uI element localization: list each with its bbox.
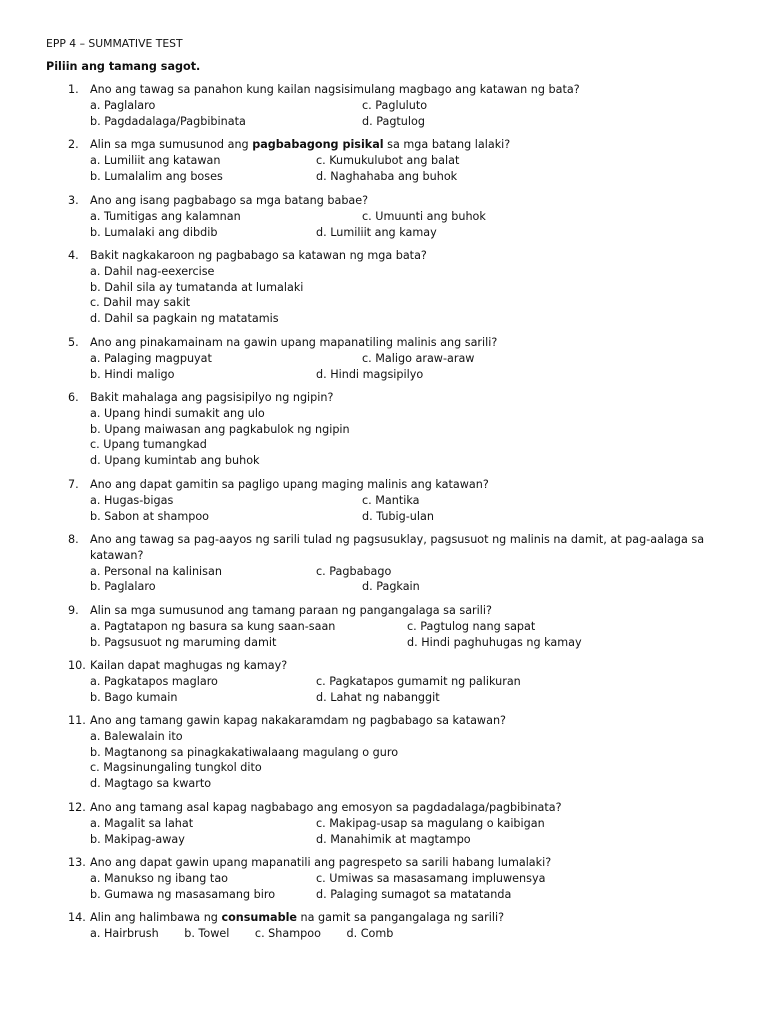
choice-b: b. Bago kumain [90,690,178,704]
question-text [90,910,708,926]
question-9 [68,603,708,650]
question-13 [68,855,708,902]
choice-d: d. Comb [346,926,394,940]
question-number: 8. [68,533,79,546]
question-text: Ano ang dapat gamitin sa pagligo upang maging malinis ang katawan? [90,478,489,491]
choice-c: c. Pagkatapos gumamit ng palikuran [316,674,521,688]
question-7 [68,477,708,524]
question-6 [68,390,708,469]
question-number: 11. [68,714,86,727]
choice-a: a. Hairbrush [90,926,159,940]
choice-b: b. Makipag-away [90,832,185,846]
question-1 [68,82,708,129]
choice-c: c. Magsinungaling tungkol dito [90,761,262,775]
choice-c: c. Pagtulog nang sapat [407,619,536,633]
choice-a: a. Manukso ng ibang tao [90,871,229,885]
choice-b: b. Upang maiwasan ang pagkabulok ng ngipin [90,422,350,436]
choice-a: a. Paglalaro [90,98,156,112]
question-text-part: na gamit sa pangangalaga ng sarili? [297,911,505,924]
choice-b: b. Lumalaki ang dibdib [90,225,218,239]
choice-a: a. Pagtatapon ng basura sa kung saan-saan [90,619,336,633]
choice-d: d. Hindi magsipilyo [316,367,424,381]
question-number: 3. [68,194,79,207]
choice-d: d. Tubig-ulan [362,509,434,523]
question-text: Bakit mahalaga ang pagsisipilyo ng ngipin? [90,391,334,404]
question-text-part: sa mga batang lalaki? [383,138,511,151]
choices [90,406,708,469]
question-2 [68,137,708,184]
choice-c: c. Dahil may sakit [90,296,191,310]
test-title: EPP 4 – SUMMATIVE TEST [46,37,183,50]
choice-a: a. Pagkatapos maglaro [90,674,218,688]
question-number: 14. [68,911,86,924]
choices [90,871,708,903]
question-12 [68,800,708,847]
question-number: 2. [68,138,79,151]
choice-b: b. Lumalalim ang boses [90,169,223,183]
choices [90,98,708,130]
choice-a: a. Palaging magpuyat [90,351,212,365]
question-number: 7. [68,478,79,491]
question-number: 13. [68,856,86,869]
choices [90,493,708,525]
choice-b: b. Sabon at shampoo [90,509,210,523]
question-text: Ano ang pinakamainam na gawin upang mapanatiling malinis ang sarili? [90,336,498,349]
choices [90,619,708,651]
choices [90,264,708,327]
choice-b: b. Pagsusuot ng maruming damit [90,635,277,649]
choice-c: c. Kumukulubot ang balat [316,153,460,167]
question-text-emphasis: consumable [221,911,297,924]
choice-c: c. Shampoo [254,926,321,940]
question-11 [68,713,708,792]
question-text: Alin sa mga sumusunod ang tamang paraan ng pangangalaga sa sarili? [90,604,492,617]
question-text: Ano ang tawag sa panahon kung kailan nagsisimulang magbago ang katawan ng bata? [90,83,580,96]
question-text: Ano ang tamang asal kapag nagbabago ang emosyon sa pagdadalaga/pagbibinata? [90,801,562,814]
choice-d: d. Pagkain [362,580,420,594]
choice-d: d. Lahat ng nabanggit [316,690,440,704]
question-number: 12. [68,801,86,814]
choice-d: d. Upang kumintab ang buhok [90,454,260,468]
choice-a: a. Upang hindi sumakit ang ulo [90,406,265,420]
question-number: 4. [68,249,79,262]
question-number: 9. [68,604,79,617]
choices [90,351,708,383]
question-text: Ano ang tawag sa pag-aayos ng sarili tulad ng pagsusuklay, pagsusuot ng malinis na damit, at pag-aalaga sa katawan? [90,533,705,562]
choice-c: c. Umuunti ang buhok [362,209,486,223]
question-text: Bakit nagkakaroon ng pagbabago sa katawan ng mga bata? [90,249,427,262]
question-text: Ano ang tamang gawin kapag nakakaramdam ng pagbabago sa katawan? [90,714,506,727]
question-8 [68,532,708,595]
choice-d: d. Palaging sumagot sa matatanda [316,887,512,901]
choices [90,209,708,241]
choice-d: d. Lumiliit ang kamay [316,225,437,239]
choice-b: b. Gumawa ng masasamang biro [90,887,276,901]
choice-c: c. Umiwas sa masasamang impluwensya [316,871,546,885]
choices [90,816,708,848]
question-text-emphasis: pagbabagong pisikal [252,138,384,151]
choice-b: b. Hindi maligo [90,367,175,381]
choice-d: d. Pagtulog [362,114,425,128]
question-number: 10. [68,659,86,672]
question-text-part: Alin ang halimbawa ng [90,911,222,924]
question-text [90,137,708,153]
choices [90,153,708,185]
question-4 [68,248,708,327]
choice-b: b. Paglalaro [90,580,156,594]
choice-d: d. Magtago sa kwarto [90,777,212,791]
question-text: Ano ang dapat gawin upang mapanatili ang pagrespeto sa sarili habang lumalaki? [90,856,552,869]
choices [90,674,708,706]
choice-c: c. Mantika [362,493,420,507]
question-text: Ano ang isang pagbabago sa mga batang babae? [90,194,369,207]
choice-c: c. Pagluluto [362,98,428,112]
question-text-part: Alin sa mga sumusunod ang [90,138,253,151]
question-3 [68,193,708,240]
question-number: 6. [68,391,79,404]
question-number: 5. [68,336,79,349]
choice-b: b. Magtanong sa pinagkakatiwalaang magulang o guro [90,745,399,759]
question-text: Kailan dapat maghugas ng kamay? [90,659,288,672]
choice-a: a. Balewalain ito [90,729,183,743]
choice-b: b. Dahil sila ay tumatanda at lumalaki [90,280,304,294]
choice-a: a. Magalit sa lahat [90,816,194,830]
choice-d: d. Manahimik at magtampo [316,832,471,846]
instruction: Piliin ang tamang sagot. [46,60,201,73]
choice-a: a. Dahil nag-eexercise [90,264,215,278]
choice-a: a. Hugas-bigas [90,493,174,507]
question-number: 1. [68,83,79,96]
choice-d: d. Hindi paghuhugas ng kamay [407,635,582,649]
question-5 [68,335,708,382]
choice-b: b. Pagdadalaga/Pagbibinata [90,114,246,128]
question-10 [68,658,708,705]
choice-c: c. Upang tumangkad [90,438,207,452]
choice-d: d. Naghahaba ang buhok [316,169,458,183]
choice-c: c. Makipag-usap sa magulang o kaibigan [316,816,545,830]
choice-d: d. Dahil sa pagkain ng matatamis [90,312,279,326]
choice-a: a. Personal na kalinisan [90,564,222,578]
choices [90,729,708,792]
choice-b: b. Towel [184,926,230,940]
question-14 [68,910,708,942]
choices [90,564,708,596]
choice-a: a. Lumiliit ang katawan [90,153,221,167]
choice-a: a. Tumitigas ang kalamnan [90,209,241,223]
choices [90,926,708,942]
choice-c: c. Maligo araw-araw [362,351,475,365]
choice-c: c. Pagbabago [316,564,392,578]
